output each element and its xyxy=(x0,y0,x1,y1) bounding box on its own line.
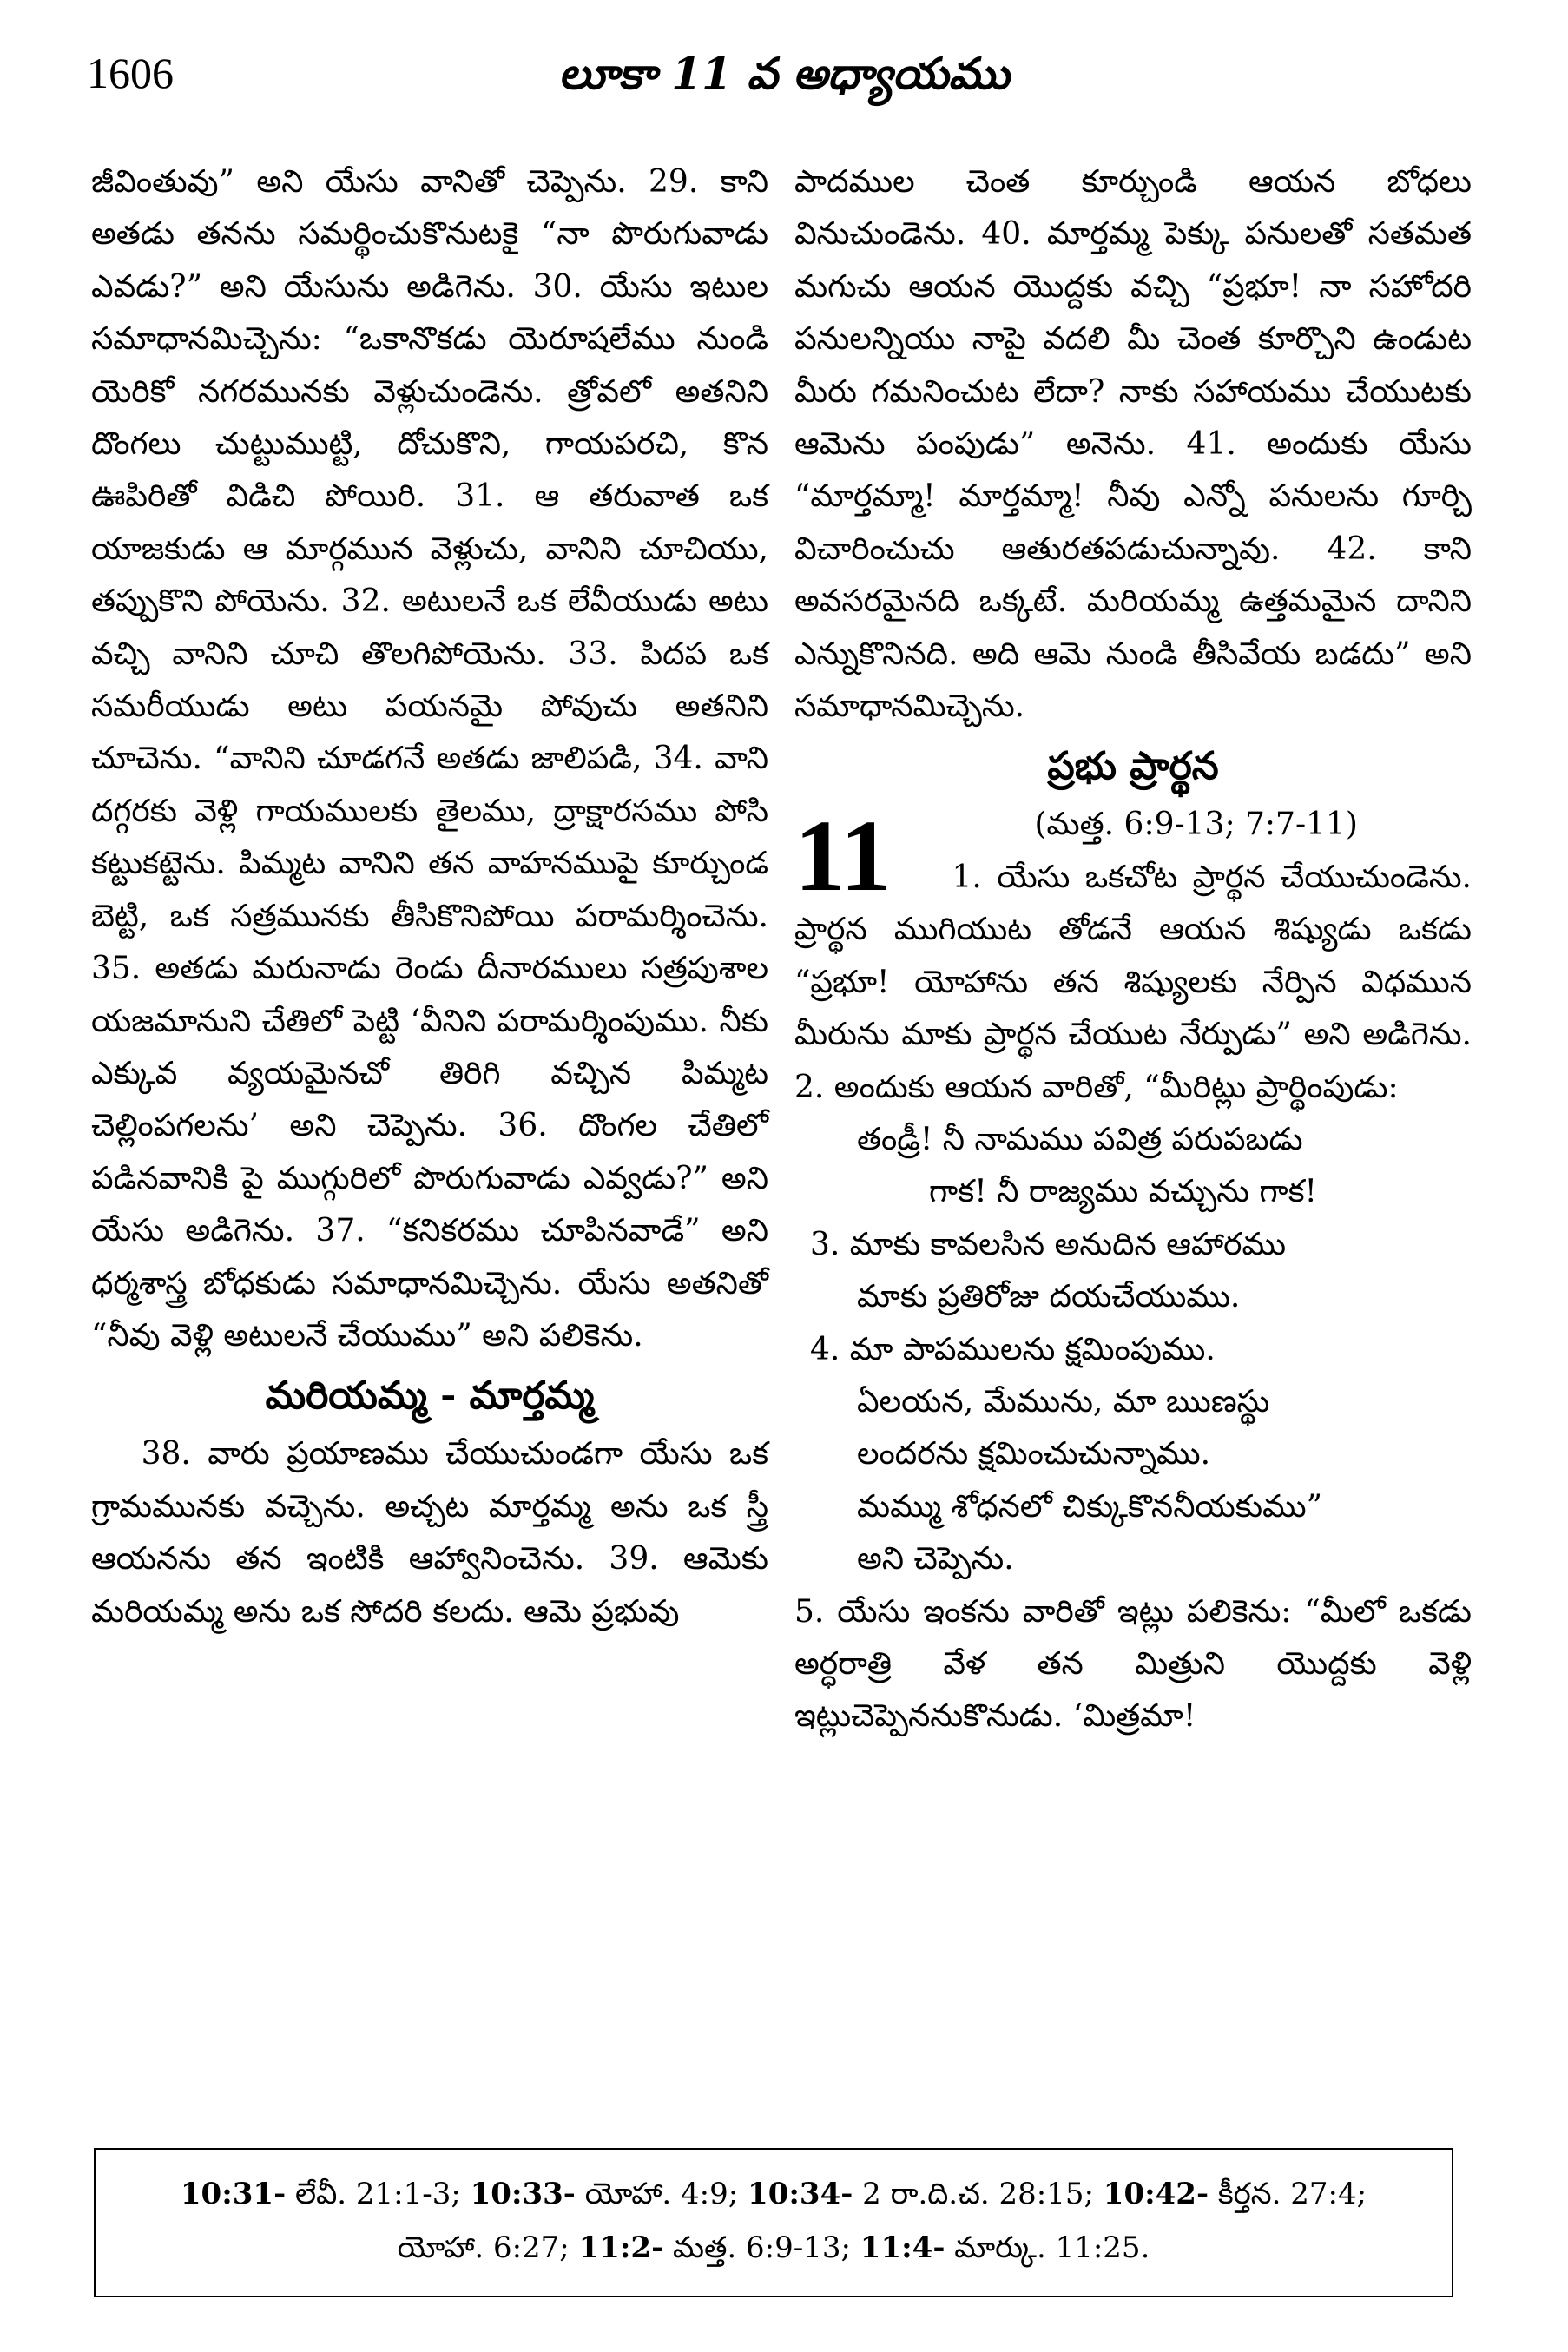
prayer-line: అని చెప్పెను. xyxy=(857,1541,1014,1578)
running-title: లూకా 11 వ అధ్యాయము xyxy=(558,48,1010,99)
left-paragraph-1: జీవింతువు” అని యేసు వానితో చెప్పెను. 29. కాని అతడు తనను సమర్థించుకొనుటకై “నా పొరుగువాడు ఎవడు?” అని యేసును అడిగెను. 30. యేసు ఇటుల సమాధానమిచ్చెను: “ఒకానొకడు యెరూషలేము నుండి యెరికో నగరమునకు వెళ్లుచుండెను. త్రోవలో అతనిని దొంగలు చుట్టుముట్టి, దోచుకొని, గాయపరచి, కొన ఊపిరితో విడిచి పోయిరి. 31. ఆ తరువాత ఒక యాజకుడు ఆ మార్గమున వెళ్లుచు, వానిని చూచియు, తప్పుకొని పోయెను. 32. అటులనే ఒక లేవీయుడు అటు వచ్చి వానిని చూచి తొలగిపోయెను. 33. పిదప ఒక సమరీయుడు అటు పయనమై పోవుచు అతనిని చూచెను. “వానిని చూడగనే అతడు జాలిపడి, 34. వాని దగ్గరకు వెళ్లి గాయములకు తైలము, ద్రాక్షారసము పోసి కట్టుకట్టెను. పిమ్మట వానిని తన వాహనముపై కూర్చుండ బెట్టి, ఒక సత్రమునకు తీసికొనిపోయి పరామర్శించెను. 35. అతడు మరునాడు రెండు దీనారములు సత్రపుశాల యజమానుని చేతిలో పెట్టి ‘వీనిని పరామర్శింపుము. నీకు ఎక్కువ వ్యయమైనచో తిరిగి వచ్చిన పిమ్మట చెల్లింపగలను’ అని చెప్పెను. 36. దొంగల చేతిలో పడినవానికి పై ముగ్గురిలో పొరుగువాడు ఎవ్వడు?” అని యేసు అడిగెను. 37. “కనికరము చూపినవాడే” అని ధర్మశాస్త్ర బోధకుడు సమాధానమిచ్చెను. యేసు అతనితో “నీవు వెళ్లి అటులనే చేయుము” అని పలికెను. xyxy=(91,164,768,1354)
page-number: 1606 xyxy=(87,49,174,97)
prayer-line: గాక! నీ రాజ్యము వచ్చును గాక! xyxy=(929,1174,1318,1210)
prayer-line: తండ్రీ! నీ నామము పవిత్ర పరుపబడు xyxy=(857,1121,1303,1157)
footnote-text: కీర్తన. 27:4; xyxy=(1209,2177,1367,2211)
prayer-line: 3. మాకు కావలసిన అనుదిన ఆహారము xyxy=(810,1226,1287,1262)
right-paragraph-2: 1. యేసు ఒకచోట ప్రార్థన చేయుచుండెను. ప్రార్థన ముగియుట తోడనే ఆయన శిష్యుడు ఒకడు “ప్రభూ! యోహాను తన శిష్యులకు నేర్పిన విధమున మీరును మాకు ప్రార్థన చేయుట నేర్పుడు” అని అడిగెను. 2. అందుకు ఆయన వారితో, “మీరిట్లు ప్రార్థింపుడు: xyxy=(794,859,1472,1105)
footnote-box xyxy=(94,2148,1453,2297)
footnote-ref: 10:34- xyxy=(748,2177,853,2211)
footnote-ref: 10:31- xyxy=(180,2177,287,2211)
left-paragraph-2: 38. వారు ప్రయాణము చేయుచుండగా యేసు ఒక గ్రామమునకు వచ్చెను. అచ్చట మార్తమ్మ అను ఒక స్త్రీ ఆయనను తన ఇంటికి ఆహ్వానించెను. 39. ఆమెకు మరియమ్మ అను ఒక సోదరి కలదు. ఆమె ప్రభువు xyxy=(91,1436,768,1630)
footnote-line-1 xyxy=(96,2167,1452,2221)
chapter-number: 11 xyxy=(794,799,892,913)
footnote-ref: 10:42- xyxy=(1103,2177,1209,2211)
section-heading-mary-martha: మరియమ్మ - మార్తమ్మ xyxy=(265,1374,595,1419)
footnote-text: 2 రా.ది.చ. 28:15; xyxy=(853,2177,1104,2211)
chapter-start xyxy=(794,799,1472,1113)
section-heading-lords-prayer: ప్రభు ప్రార్థన xyxy=(1047,744,1219,789)
footnote-ref: 10:33- xyxy=(470,2177,576,2211)
prayer-line: ఏలయన, మేమును, మా ఋణస్థు xyxy=(857,1383,1270,1420)
prayer-line: లందరను క్షమించుచున్నాము. xyxy=(857,1436,1211,1472)
footnote-text: లేవీ. 21:1-3; xyxy=(286,2177,471,2211)
prayer-line: మాకు ప్రతిరోజు దయచేయుము. xyxy=(857,1279,1241,1315)
prayer-line: మమ్ము శోధనలో చిక్కుకొననీయకుము” xyxy=(857,1488,1322,1525)
footnote-text: యోహా. 6:27; xyxy=(397,2230,579,2265)
right-column xyxy=(794,156,1472,1743)
prayer-line: 4. మా పాపములను క్షమింపుము. xyxy=(810,1331,1216,1367)
footnote-ref: 11:2- xyxy=(578,2230,664,2265)
right-paragraph-1: పాదముల చెంత కూర్చుండి ఆయన బోధలు వినుచుండెను. 40. మార్తమ్మ పెక్కు పనులతో సతమత మగుచు ఆయన యొద్దకు వచ్చి “ప్రభూ! నా సహోదరి పనులన్నియు నాపై వదలి మీ చెంత కూర్చొని ఉండుట మీరు గమనించుట లేదా? నాకు సహాయము చేయుటకు ఆమెను పంపుడు” అనెను. 41. అందుకు యేసు “మార్తమ్మా! మార్తమ్మా! నీవు ఎన్నో పనులను గూర్చి విచారించుచు ఆతురతపడుచున్నావు. 42. కాని అవసరమైనది ఒక్కటే. మరియమ్మ ఉత్తమమైన దానిని ఎన్నుకొనినది. అది ఆమె నుండి తీసివేయ బడదు” అని సమాధానమిచ్చెను. xyxy=(794,164,1472,725)
left-column xyxy=(91,156,768,1638)
footnote-text: మార్కు. 11:25. xyxy=(945,2230,1150,2265)
cross-reference: (మత్త. 6:9-13; 7:7-11) xyxy=(1034,807,1358,843)
footnote-line-2 xyxy=(96,2221,1452,2275)
footnote-text: యోహా. 4:9; xyxy=(575,2177,748,2211)
right-paragraph-3: 5. యేసు ఇంకను వారితో ఇట్లు పలికెను: “మీలో ఒకడు అర్ధరాత్రి వేళ తన మిత్రుని యొద్దకు వెళ్లి ఇట్లుచెప్పెననుకొనుడు. ‘మిత్రమా! xyxy=(794,1593,1472,1735)
footnote-ref: 11:4- xyxy=(860,2230,945,2265)
footnote-text: మత్త. 6:9-13; xyxy=(663,2230,860,2265)
prayer-block xyxy=(794,1114,1472,1586)
